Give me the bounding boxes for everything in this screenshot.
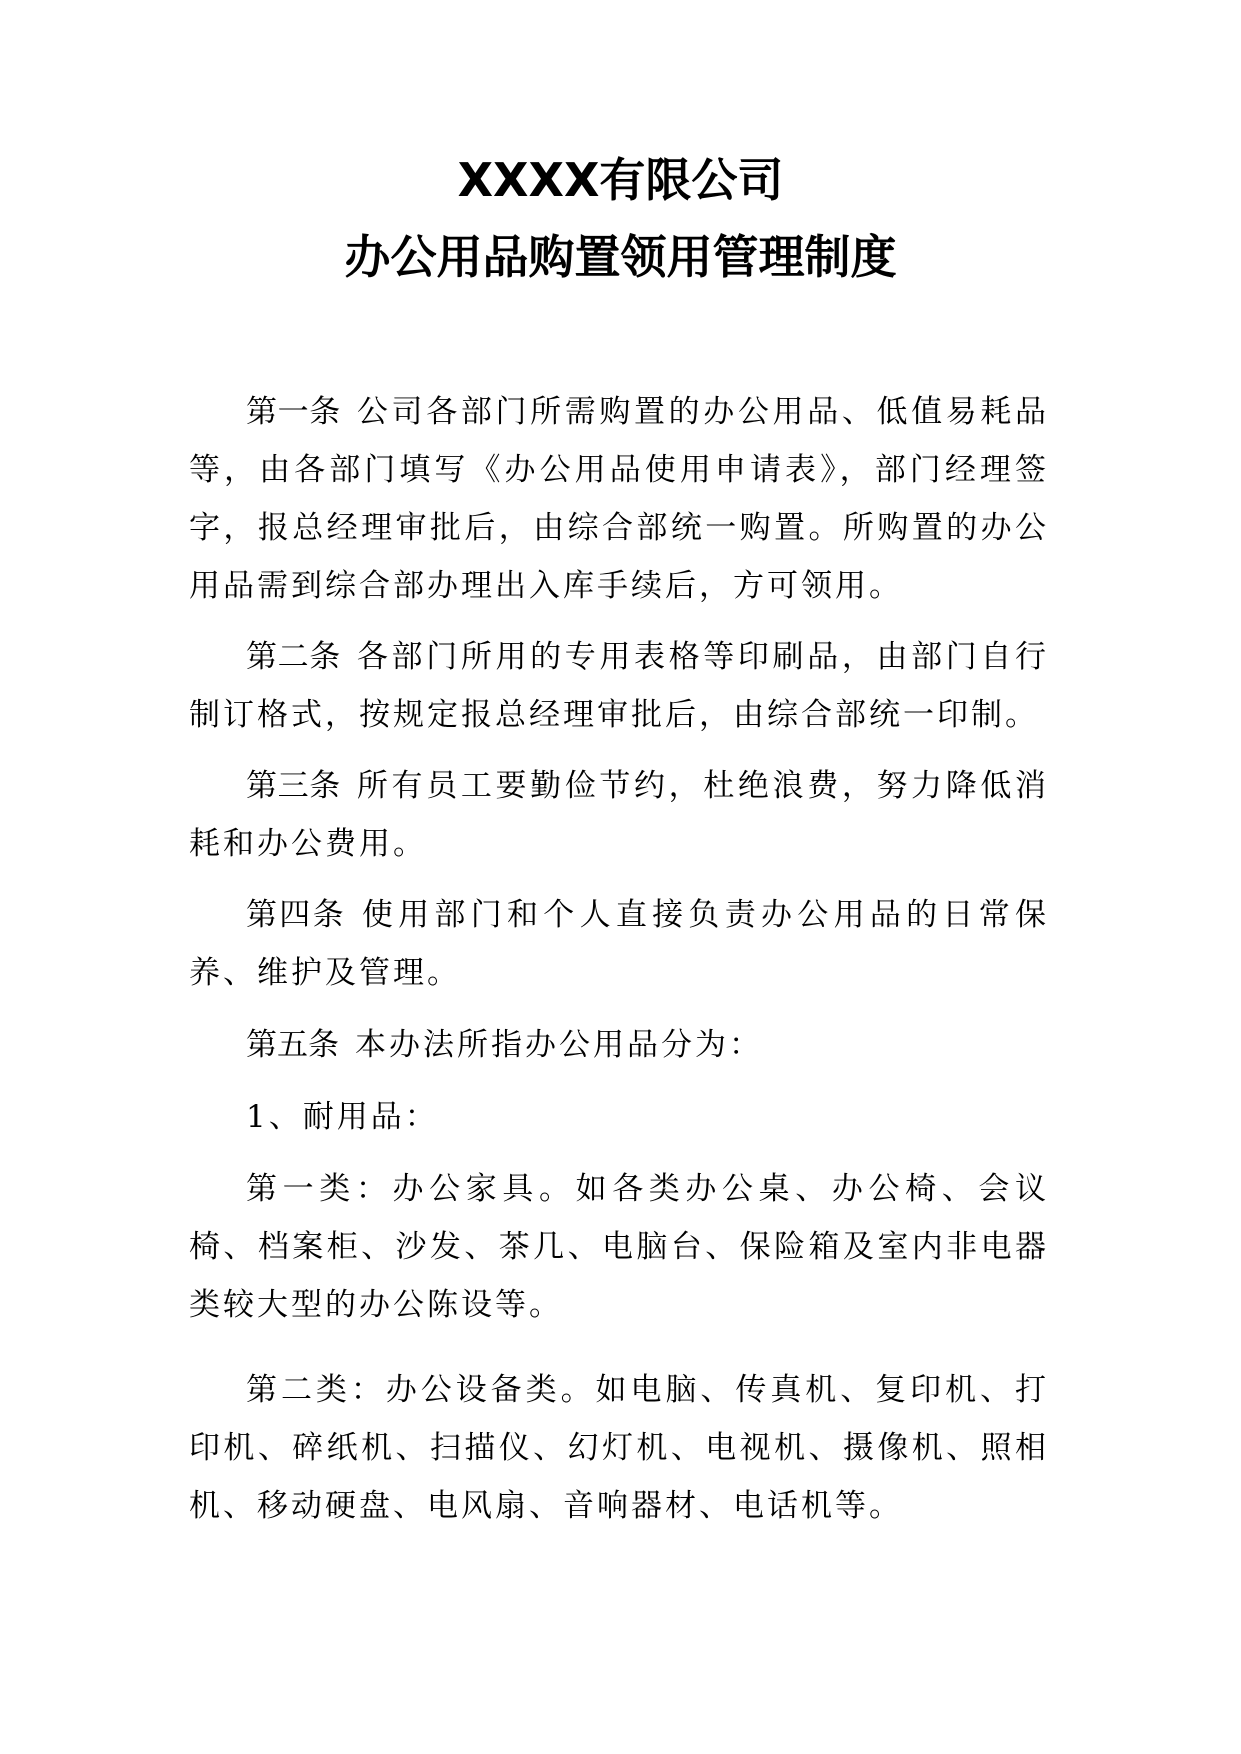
article-1 (189, 383, 1049, 615)
document-title: 办公用品购置领用管理制度 (344, 230, 897, 284)
article-1-label: 第一条 (246, 394, 341, 430)
article-2-text: 各部门所用的专用表格等印刷品，由部门自行制订格式，按规定报总经理审批后，由综合部统一印制。 (189, 639, 1050, 733)
article-5-text: 本办法所指办公用品分为： (355, 1027, 763, 1063)
article-5-label: 第五条 (246, 1027, 339, 1063)
article-2 (189, 628, 1049, 744)
article-2-label: 第二条 (246, 639, 341, 675)
article-3 (189, 757, 1049, 873)
article-4-label: 第四条 (246, 897, 346, 933)
class-1-furniture: 第一类：办公家具。如各类办公桌、办公椅、会议椅、档案柜、沙发、茶几、电脑台、保险箱及室内非电器类较大型的办公陈设等。 (189, 1171, 1049, 1323)
article-5 (189, 1016, 1049, 1074)
class-2-equipment: 第二类：办公设备类。如电脑、传真机、复印机、打印机、碎纸机、扫描仪、幻灯机、电视机、摄像机、照相机、移动硬盘、电风扇、音响器材、电话机等。 (189, 1372, 1049, 1524)
article-3-label: 第三条 (246, 768, 341, 804)
article-3-text: 所有员工要勤俭节约，杜绝浪费，努力降低消耗和办公费用。 (189, 768, 1050, 862)
article-1-text: 公司各部门所需购置的办公用品、低值易耗品等，由各部门填写《办公用品使用申请表》，部门经理签字，报总经理审批后，由综合部统一购置。所购置的办公用品需到综合部办理出入库手续后，方可领用。 (189, 394, 1050, 604)
company-title: XXXX有限公司 (457, 153, 784, 207)
article-4-text: 使用部门和个人直接负责办公用品的日常保养、维护及管理。 (189, 897, 1050, 991)
item-durable-goods: 1、耐用品： (246, 1099, 439, 1135)
article-4 (189, 886, 1049, 1002)
